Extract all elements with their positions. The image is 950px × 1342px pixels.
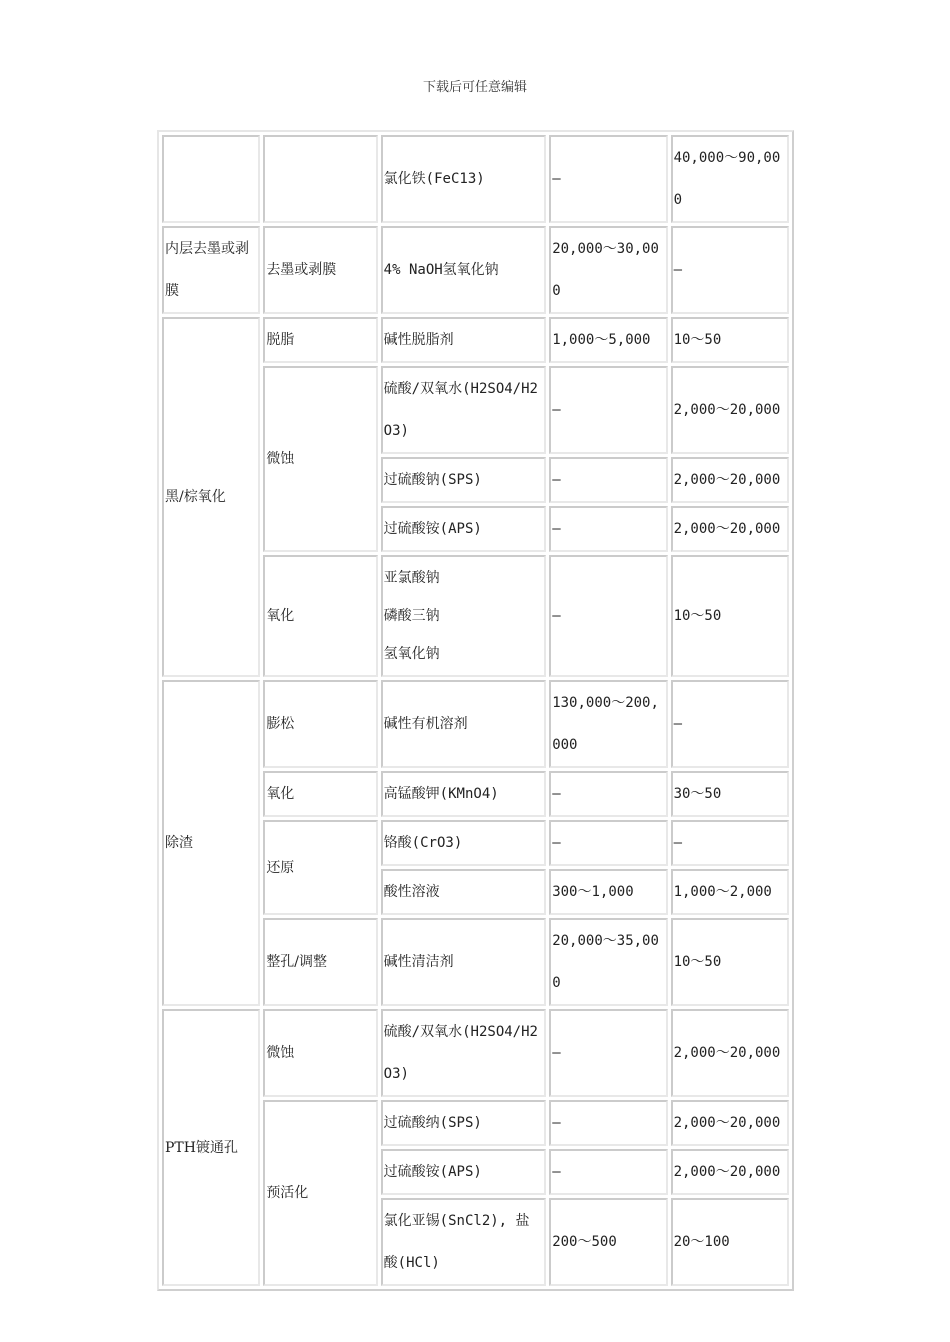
value-a-cell: – (549, 135, 667, 223)
value-a-cell: – (549, 1149, 667, 1195)
chemical-cell (381, 555, 547, 677)
chemical-concentration-table (157, 130, 794, 1291)
chemical-cell: 氯化亚锡(SnCl2), 盐酸(HCl) (381, 1198, 547, 1286)
chemical-cell: 过硫酸铵(APS) (381, 506, 547, 552)
value-a-cell: – (549, 457, 667, 503)
chemical-cell: 酸性溶液 (381, 869, 547, 915)
value-a-cell: – (549, 1100, 667, 1146)
value-b-cell: 40,000～90,000 (671, 135, 789, 223)
value-a-cell: – (549, 1009, 667, 1097)
value-b-cell: 20～100 (671, 1198, 789, 1286)
process-cell (162, 135, 260, 223)
chemical-cell: 碱性脱脂剂 (381, 317, 547, 363)
value-a-cell: – (549, 366, 667, 454)
value-a-cell: 300～1,000 (549, 869, 667, 915)
value-a-cell: 20,000～35,000 (549, 918, 667, 1006)
chemical-cell: 碱性有机溶剂 (381, 680, 547, 768)
value-b-cell: 2,000～20,000 (671, 366, 789, 454)
step-cell: 氧化 (263, 555, 377, 677)
header-note: 下载后可任意编辑 (422, 80, 527, 95)
value-a-cell: – (549, 820, 667, 866)
step-cell: 脱脂 (263, 317, 377, 363)
value-a-cell: – (549, 506, 667, 552)
value-a-cell: 20,000～30,000 (549, 226, 667, 314)
step-cell: 预活化 (263, 1100, 377, 1286)
table-row (162, 135, 789, 223)
chemical-line: 亚氯酸钠 (383, 570, 440, 586)
value-b-cell: 10～50 (671, 555, 789, 677)
value-b-cell: 2,000～20,000 (671, 457, 789, 503)
chemical-line: 氢氧化钠 (383, 646, 440, 662)
table-row (162, 1009, 789, 1097)
chemical-cell: 过硫酸钠(SPS) (381, 457, 547, 503)
table-row (162, 680, 789, 768)
value-b-cell: 30～50 (671, 771, 789, 817)
value-b-cell: 10～50 (671, 918, 789, 1006)
chemical-cell: 碱性清洁剂 (381, 918, 547, 1006)
table-row (162, 226, 789, 314)
value-b-cell: 2,000～20,000 (671, 1100, 789, 1146)
chemical-cell: 铬酸(CrO3) (381, 820, 547, 866)
chemical-cell: 4% NaOH氢氧化钠 (381, 226, 547, 314)
step-cell: 膨松 (263, 680, 377, 768)
step-cell: 还原 (263, 820, 377, 915)
process-cell: PTH镀通孔 (162, 1009, 260, 1286)
value-b-cell: 2,000～20,000 (671, 506, 789, 552)
step-cell: 微蚀 (263, 1009, 377, 1097)
value-a-cell: – (549, 555, 667, 677)
chemical-cell: 硫酸/双氧水(H2SO4/H2O3) (381, 366, 547, 454)
chemical-line: 磷酸三钠 (383, 608, 440, 624)
process-cell: 除渣 (162, 680, 260, 1006)
value-b-cell: 2,000～20,000 (671, 1149, 789, 1195)
step-cell: 氧化 (263, 771, 377, 817)
value-a-cell: – (549, 771, 667, 817)
step-cell: 微蚀 (263, 366, 377, 552)
chemical-cell: 氯化铁(FeC13) (381, 135, 547, 223)
value-b-cell: 2,000～20,000 (671, 1009, 789, 1097)
value-b-cell: 1,000～2,000 (671, 869, 789, 915)
process-cell: 内层去墨或剥膜 (162, 226, 260, 314)
value-b-cell: 10～50 (671, 317, 789, 363)
table-row (162, 317, 789, 363)
value-a-cell: 200～500 (549, 1198, 667, 1286)
step-cell: 整孔/调整 (263, 918, 377, 1006)
chemical-cell: 高锰酸钾(KMnO4) (381, 771, 547, 817)
value-b-cell: – (671, 820, 789, 866)
process-cell: 黑/棕氧化 (162, 317, 260, 677)
chemical-cell: 过硫酸纳(SPS) (381, 1100, 547, 1146)
value-a-cell: 130,000～200,000 (549, 680, 667, 768)
step-cell: 去墨或剥膜 (263, 226, 377, 314)
step-cell (263, 135, 377, 223)
value-a-cell: 1,000～5,000 (549, 317, 667, 363)
chemical-cell: 硫酸/双氧水(H2SO4/H2O3) (381, 1009, 547, 1097)
value-b-cell: – (671, 226, 789, 314)
value-b-cell: – (671, 680, 789, 768)
chemical-cell: 过硫酸铵(APS) (381, 1149, 547, 1195)
